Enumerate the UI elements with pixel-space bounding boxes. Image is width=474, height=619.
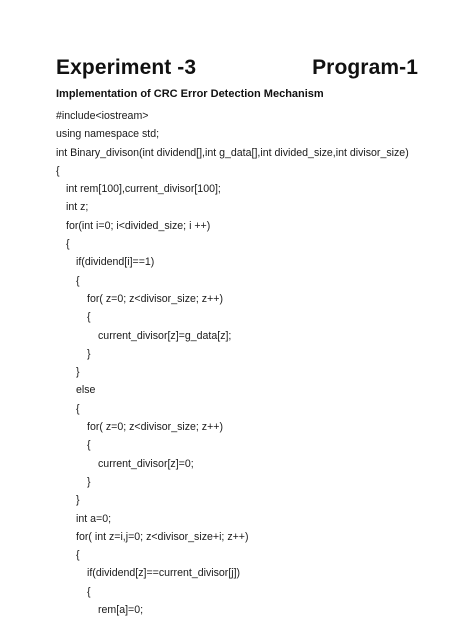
code-line: int z; [66,201,89,214]
document-subtitle: Implementation of CRC Error Detection Mechanism [56,88,324,100]
code-line: } [87,347,91,360]
code-line: { [66,238,70,251]
code-line: { [87,585,91,598]
code-line: int Binary_divison(int dividend[],int g_data[],int divided_size,int divisor_size) [56,146,409,159]
code-line: else [76,384,96,397]
program-title: Program-1 [312,56,418,79]
code-line: current_divisor[z]=0; [98,457,194,470]
code-line: current_divisor[z]=g_data[z]; [98,329,232,342]
code-line: for( z=0; z<divisor_size; z++) [87,292,224,305]
code-line: for( int z=i,j=0; z<divisor_size+i; z++) [76,530,249,543]
code-line: if(dividend[z]==current_divisor[j]) [87,567,241,580]
code-line: int a=0; [76,512,112,525]
code-line: #include<iostream> [56,110,149,122]
page-header [56,56,418,80]
code-line: { [76,549,80,562]
code-line: rem[a]=0; [98,604,144,617]
code-line: { [87,311,91,324]
code-line: using namespace std; [56,128,160,141]
code-line: } [76,494,80,507]
code-line: for( z=0; z<divisor_size; z++) [87,421,224,434]
code-listing [56,107,466,619]
code-line: { [56,164,60,177]
experiment-title: Experiment -3 [56,56,197,79]
code-line: } [87,475,91,488]
code-line: { [87,439,91,452]
code-line: { [76,274,80,287]
code-line: if(dividend[i]==1) [76,256,155,269]
code-line: int rem[100],current_divisor[100]; [66,183,221,196]
code-line: { [76,402,80,415]
code-line: for(int i=0; i<divided_size; i ++) [66,219,211,232]
code-line: } [76,366,80,379]
